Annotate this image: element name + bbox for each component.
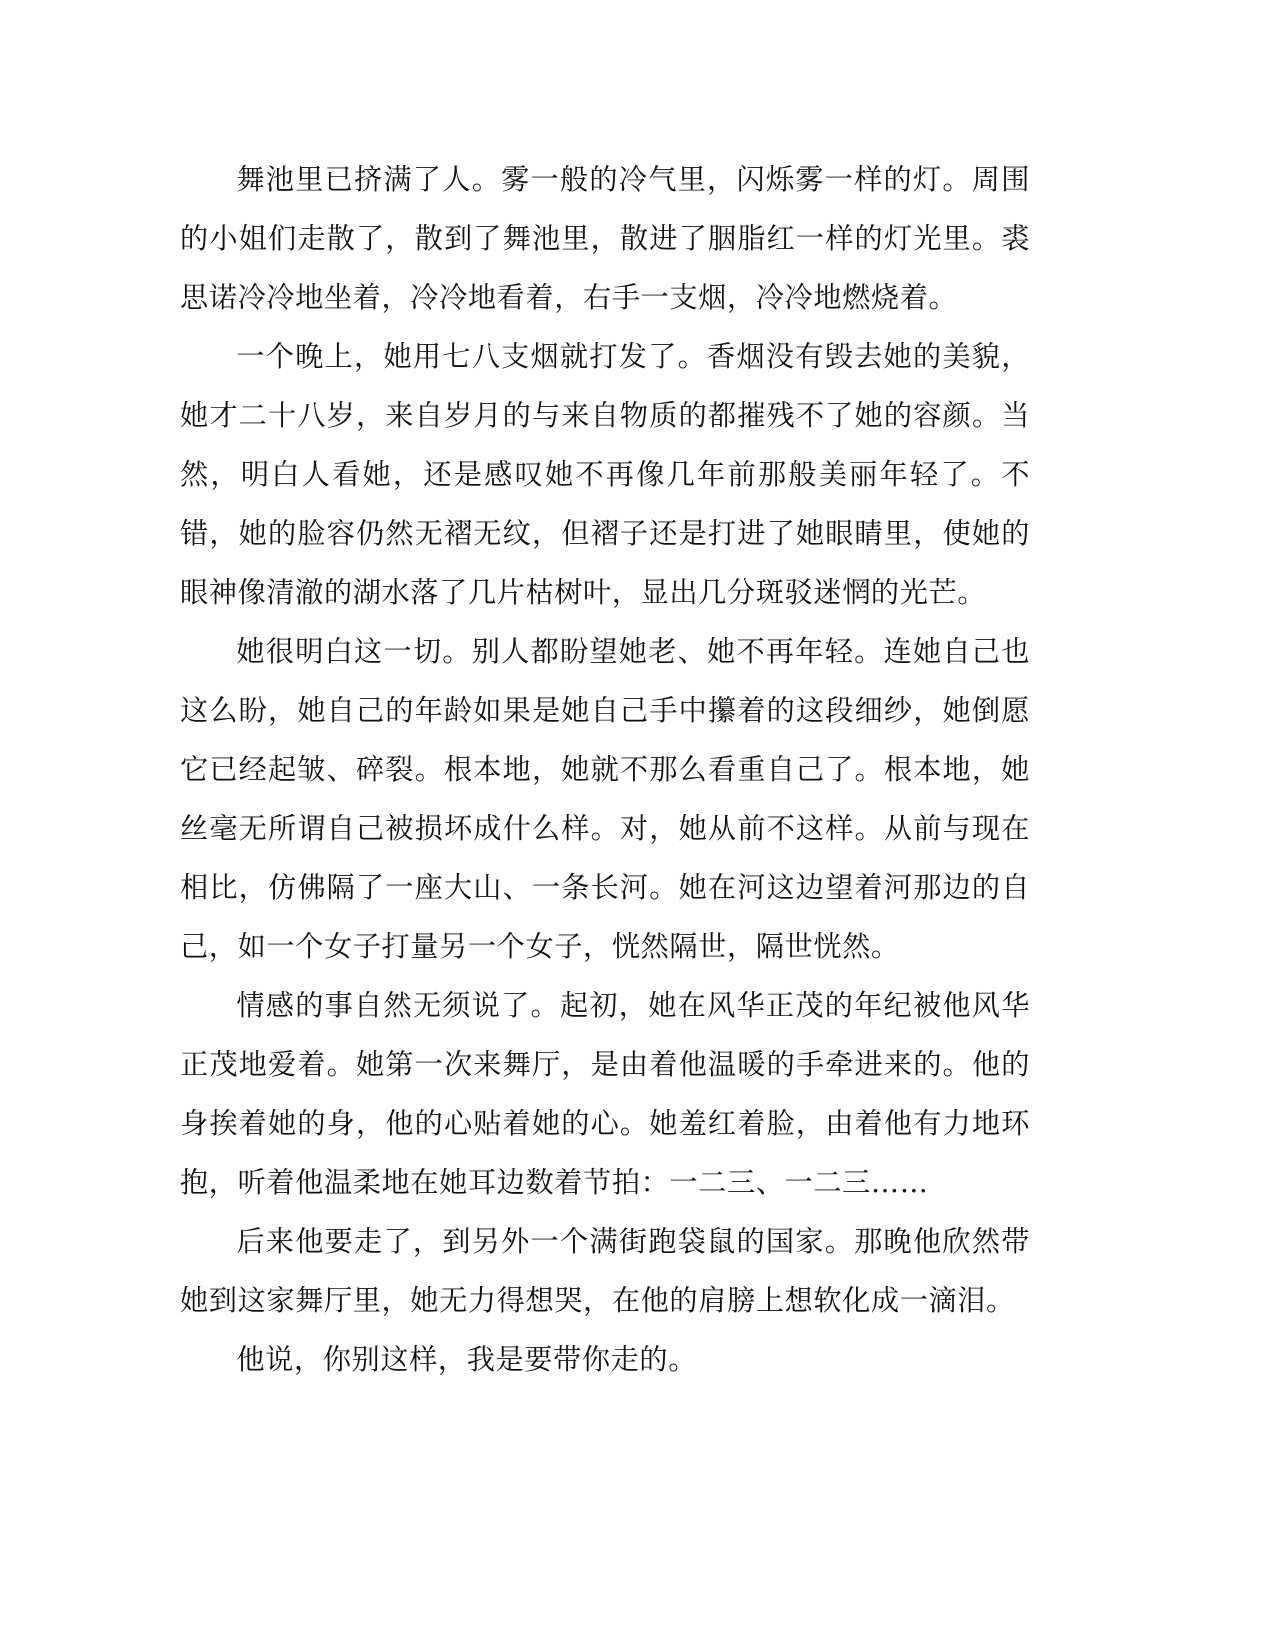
paragraph: 后来他要走了，到另外一个满街跑袋鼠的国家。那晚他欣然带她到这家舞厅里，她无力得想哭，在他的肩膀上想软化成一滴泪。 xyxy=(180,1225,1030,1317)
paragraph: 情感的事自然无须说了。起初，她在风华正茂的年纪被他风华正茂地爱着。她第一次来舞厅，是由着他温暖的手牵进来的。他的身挨着她的身，他的心贴着她的心。她羞红着脸，由着他有力地环抱，听着他温柔地在她耳边数着节拍：一二三、一二三…… xyxy=(180,989,1030,1199)
paragraph: 她很明白这一切。别人都盼望她老、她不再年轻。连她自己也这么盼，她自己的年龄如果是她自己手中攥着的这段细纱，她倒愿它已经起皱、碎裂。根本地，她就不那么看重自己了。根本地，她丝毫无所谓自己被损坏成什么样。对，她从前不这样。从前与现在相比，仿佛隔了一座大山、一条长河。她在河这边望着河那边的自己，如一个女子打量另一个女子，恍然隔世，隔世恍然。 xyxy=(180,635,1030,963)
paragraph: 一个晚上，她用七八支烟就打发了。香烟没有毁去她的美貌，她才二十八岁，来自岁月的与来自物质的都摧残不了她的容颜。当然，明白人看她，还是感叹她不再像几年前那般美丽年轻了。不错，她的脸容仍然无褶无纹，但褶子还是打进了她眼睛里，使她的眼神像清澈的湖水落了几片枯树叶，显出几分斑驳迷惘的光芒。 xyxy=(180,340,1030,609)
paragraph: 他说，你别这样，我是要带你走的。 xyxy=(236,1343,697,1376)
paragraph: 舞池里已挤满了人。雾一般的冷气里，闪烁雾一样的灯。周围的小姐们走散了，散到了舞池里，散进了胭脂红一样的灯光里。裘思诺冷冷地坐着，冷冷地看着，右手一支烟，冷冷地燃烧着。 xyxy=(180,163,1030,314)
document-body xyxy=(180,150,1030,1389)
